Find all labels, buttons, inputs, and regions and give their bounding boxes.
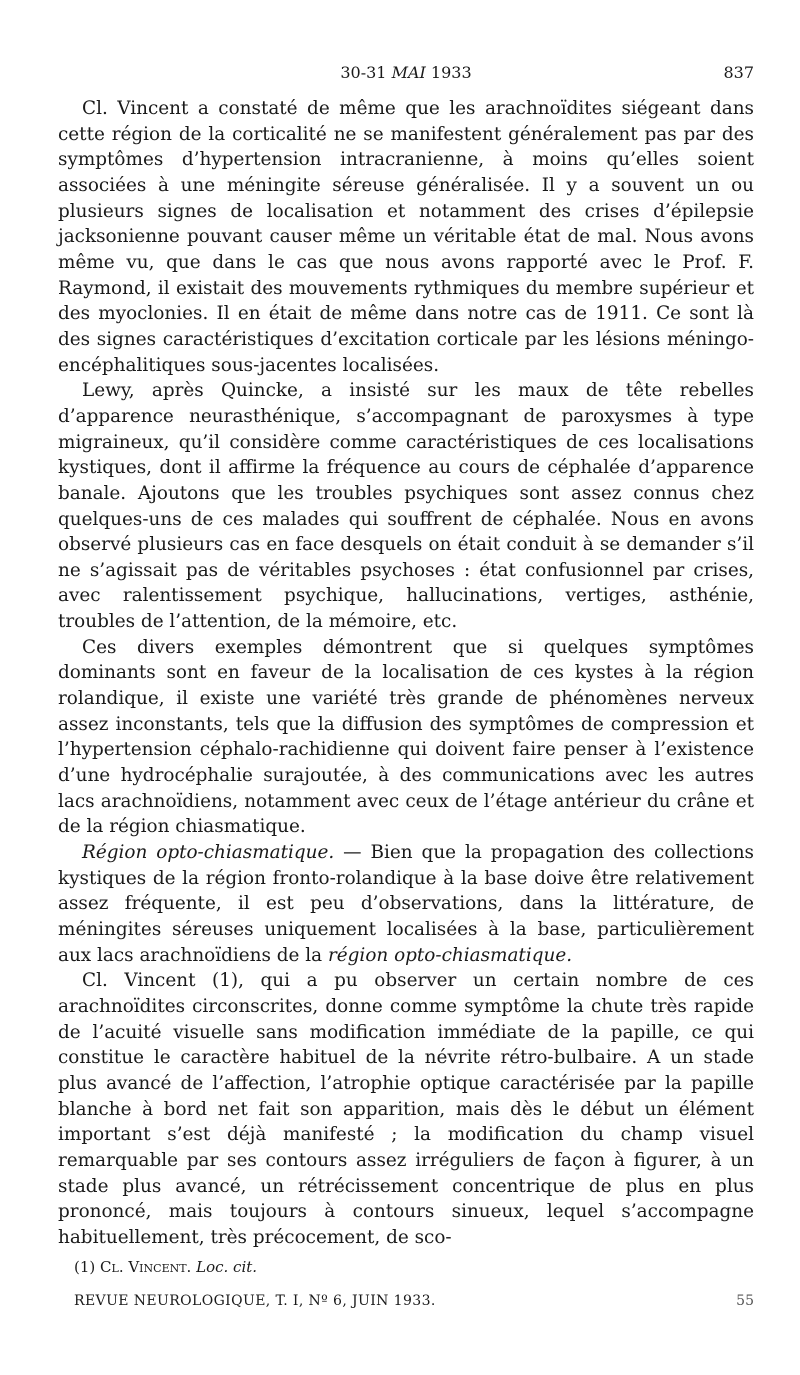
footnote-marker: (1) bbox=[74, 1258, 96, 1276]
paragraph-4-italic-end: région opto-chiasmatique. bbox=[327, 944, 573, 966]
page-number: 837 bbox=[723, 63, 754, 82]
section-heading: Région opto-chiasmatique. bbox=[82, 842, 335, 864]
paragraph-5: Cl. Vincent (1), qui a pu observer un certain nombre de ces arachnoïdites circonscrites, donne comme symptôme la chute très rapide de l’acuité visuelle sans modification immédiate de la papille, ce qui constitue le caractère habituel de la névrite rétro-bulbaire. A un stade plus avancé de l’affection, l’atrophie optique caractérisée par la papille blanche à bord net fait son apparition, mais dès le début un élément important s’est déjà manifesté ; la modification du champ visuel remarquable par ses contours assez irréguliers de façon à figurer, à un stade plus avancé, un rétrécissement concentrique de plus en plus prononcé, mais toujours à contours sinueux, lequel s’accompagne habituellement, très précocement, de sco- bbox=[58, 970, 754, 1248]
header-month: MAI bbox=[391, 63, 426, 82]
footnote bbox=[74, 1256, 754, 1278]
journal-line: REVUE NEUROLOGIQUE, T. I, Nº 6, JUIN 1933. bbox=[74, 1293, 436, 1309]
running-head bbox=[58, 60, 754, 86]
page-footer bbox=[74, 1290, 754, 1312]
footnote-author: Cl. Vincent. bbox=[100, 1258, 192, 1276]
paragraph-4-text: — Bien que la propagation des collections kystiques de la région fronto-rolandique à la base doive être relativement assez fréquente, il est peu d’observations, dans la littérature, de méningites séreuses uniquement localisées à la base, particulièrement aux lacs arachnoïdiens de la bbox=[58, 842, 754, 966]
header-date bbox=[58, 60, 754, 86]
footnote-ref: Loc. cit. bbox=[196, 1258, 258, 1276]
paragraph-4 bbox=[58, 840, 754, 968]
paragraph-2: Lewy, après Quincke, a insisté sur les maux de tête rebelles d’apparence neurasthénique, s’accompagnant de paroxysmes à type migraineux, qu’il considère comme caractéristiques de ces localisations kystiques, dont il affirme la fréquence au cours de céphalée d’apparence banale. Ajoutons que les troubles psychiques sont assez connus chez quelques-uns de ces malades qui souffrent de céphalée. Nous en avons observé plusieurs cas en face desquels on était conduit à se demander s’il ne s’agissait pas de véritables psychoses : état confusionnel par crises, avec ralentissement psychique, hallucinations, vertiges, asthénie, troubles de l’attention, de la mémoire, etc. bbox=[58, 380, 754, 633]
signature-mark: 55 bbox=[736, 1293, 754, 1309]
header-date-prefix: 30-31 bbox=[340, 63, 387, 82]
paragraph-1: Cl. Vincent a constaté de même que les arachnoïdites siégeant dans cette région de la corticalité ne se manifestent généralement pas par des symptômes d’hypertension intracranienne, à moins qu’elles soient associées à une méningite séreuse généralisée. Il y a souvent un ou plusieurs signes de localisation et notamment des crises d’épilepsie jacksonienne pouvant causer même un véritable état de mal. Nous avons même vu, que dans le cas que nous avons rapporté avec le Prof. F. Raymond, il existait des mouvements rythmiques du membre supérieur et des myoclonies. Il en était de même dans notre cas de 1911. Ce sont là des signes caractéristiques d’excitation corticale par les lésions méningo-encéphalitiques sous-jacentes localisées. bbox=[58, 98, 754, 376]
body-text bbox=[58, 96, 754, 1251]
paragraph-3: Ces divers exemples démontrent que si quelques symptômes dominants sont en faveur de la localisation de ces kystes à la région rolandique, il existe une variété très grande de phénomènes nerveux assez inconstants, tels que la diffusion des symptômes de compression et l’hypertension céphalo-rachidienne qui doivent faire penser à l’existence d’une hydrocéphalie surajoutée, à des communications avec les autres lacs arachnoïdiens, notamment avec ceux de l’étage antérieur du crâne et de la région chiasmatique. bbox=[58, 636, 754, 838]
header-year: 1933 bbox=[430, 63, 472, 82]
